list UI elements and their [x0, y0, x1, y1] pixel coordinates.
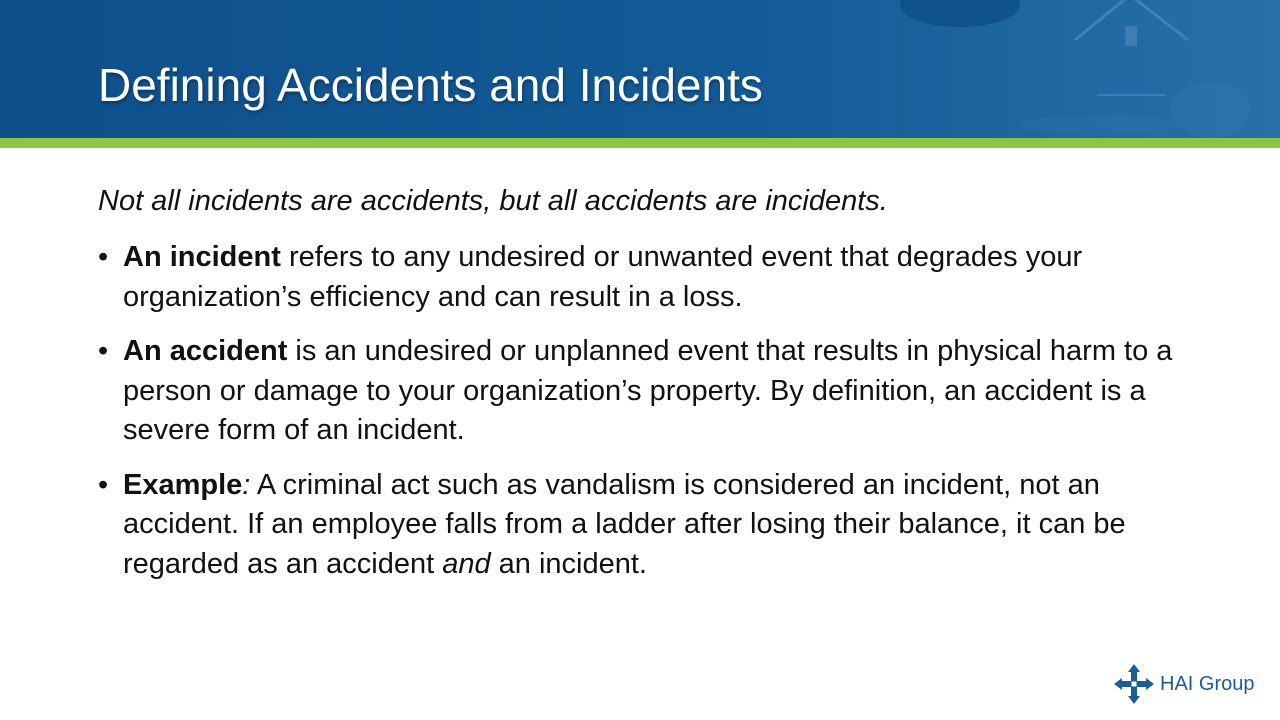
bullet-dot: • [98, 468, 109, 501]
bullet-item [98, 332, 1198, 451]
bullet-item [98, 466, 1198, 585]
bullet-colon: : [242, 468, 251, 501]
accent-stripe [0, 138, 1280, 148]
hai-group-logo [1114, 664, 1254, 704]
bullet-term: An incident [123, 241, 281, 273]
logo-text: HAI Group [1160, 672, 1255, 695]
bullet-text: refers to any undesired or unwanted event that degrades your organization’s efficiency and can result in a loss. [123, 241, 1083, 313]
slide-title: Defining Accidents and Incidents [98, 59, 763, 111]
hai-cross-icon [1114, 664, 1154, 704]
header-banner [0, 0, 1280, 138]
bullet-list [98, 238, 1198, 599]
emphasis-word: and [442, 547, 491, 580]
bullet-term: An accident [123, 335, 288, 367]
bullet-dot: • [98, 241, 109, 273]
intro-text: Not all incidents are accidents, but all accidents are incidents. [98, 185, 888, 217]
bullet-dot: • [98, 335, 109, 367]
bullet-text-tail: an incident. [490, 547, 647, 580]
bullet-item [98, 238, 1198, 317]
bullet-text: A criminal act such as vandalism is considered an incident, not an accident. If an employee falls from a ladder after losing their balance, it can be regarded as an accident [123, 468, 1126, 580]
bullet-text: is an undesired or unplanned event that results in physical harm to a person or damage to your organization’s property. By definition, an accident is a severe form of an incident. [123, 335, 1173, 446]
bullet-term: Example [123, 468, 243, 501]
